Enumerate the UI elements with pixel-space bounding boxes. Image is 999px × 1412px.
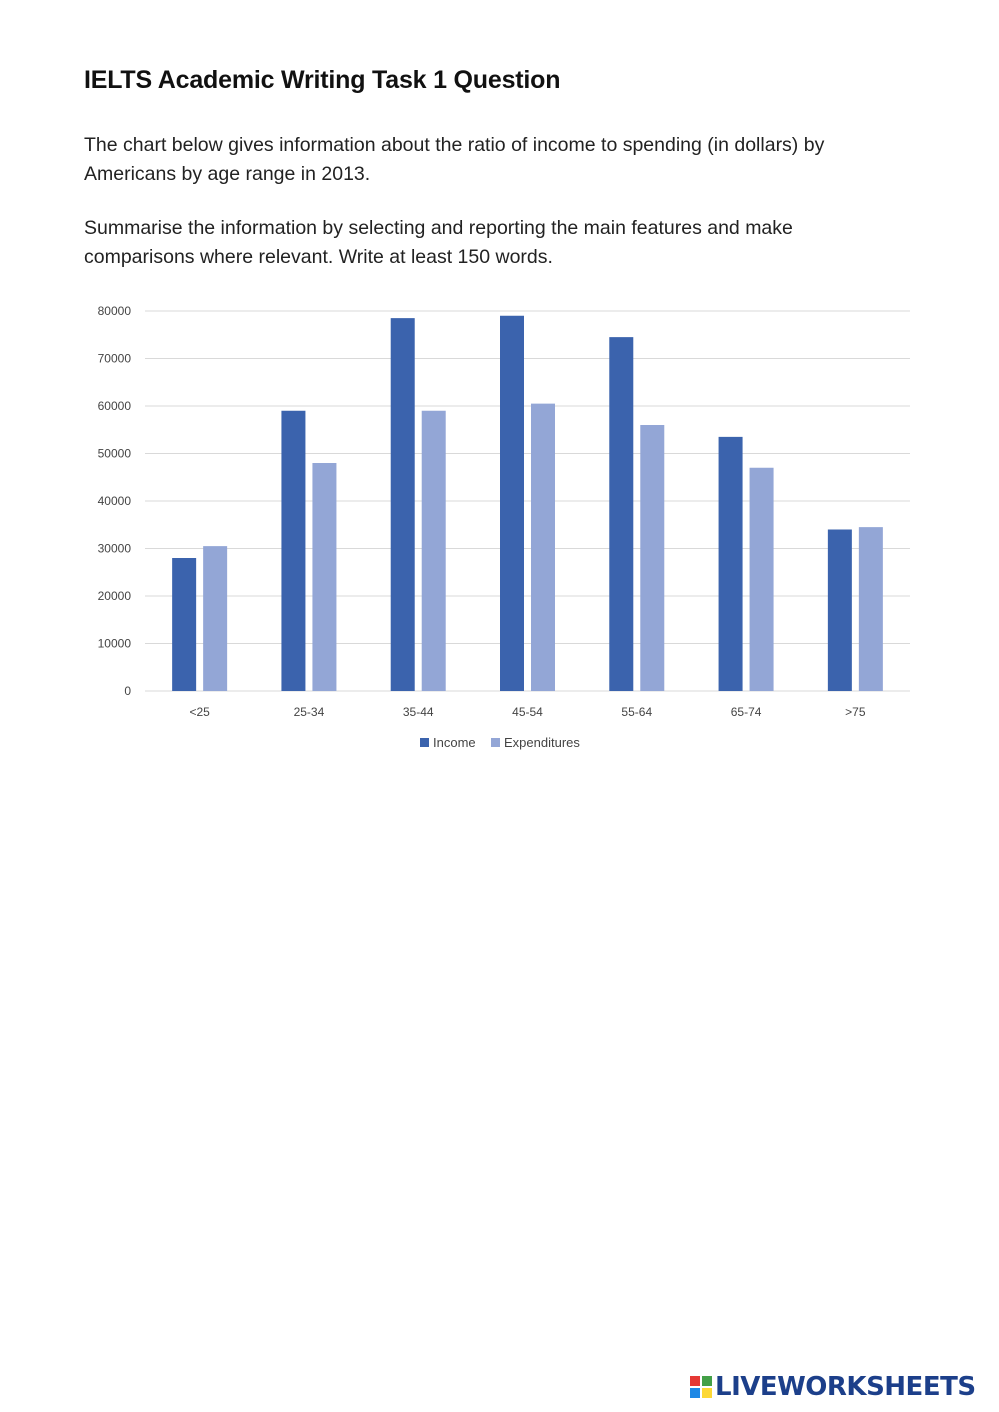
legend-swatch-income [420,738,429,747]
legend-swatch-expenditures [491,738,500,747]
legend-label-income: Income [433,735,476,750]
page-title: IELTS Academic Writing Task 1 Question [84,66,561,94]
income-bar [719,437,743,691]
x-tick-label: 55-64 [621,705,653,719]
liveworksheets-logo [690,1372,976,1402]
legend-label-expenditures: Expenditures [504,735,580,750]
task-description: The chart below gives information about the ratio of income to spending (in dollars) by Americans by age range in 2013. [84,134,825,185]
x-tick-label: 25-34 [293,705,325,719]
expenditures-bar [750,468,774,691]
task-instructions: Summarise the information by selecting and reporting the main features and make comparisons where relevant. Write at least 150 words. [84,217,793,268]
income-bar [172,558,196,691]
expenditures-bar [312,463,336,691]
income-bar [828,530,852,692]
x-tick-label: 45-54 [512,705,543,719]
expenditures-bar [531,404,555,691]
y-tick-label: 30000 [97,541,131,556]
expenditures-bar [422,411,446,691]
x-tick-label: >75 [845,705,866,719]
x-tick-label: <25 [189,705,210,719]
liveworksheets-logo-icon [690,1376,712,1398]
income-bar [391,318,415,691]
liveworksheets-logo-text: LIVEWORKSHEETS [715,1372,976,1402]
y-tick-label: 10000 [97,636,131,651]
x-tick-label: 65-74 [730,705,762,719]
y-tick-label: 40000 [97,494,131,508]
income-bar [281,411,305,691]
y-tick-label: 60000 [97,399,131,413]
y-tick-label: 70000 [97,351,131,366]
expenditures-bar [640,425,664,691]
income-expenditure-bar-chart [0,290,999,770]
expenditures-bar [859,527,883,691]
y-tick-label: 50000 [97,446,131,461]
y-tick-label: 0 [124,684,131,698]
y-tick-label: 80000 [97,304,131,318]
expenditures-bar [203,546,227,691]
x-tick-label: 35-44 [402,705,434,719]
income-bar [609,337,633,691]
y-tick-label: 20000 [97,589,131,603]
income-bar [500,316,524,691]
